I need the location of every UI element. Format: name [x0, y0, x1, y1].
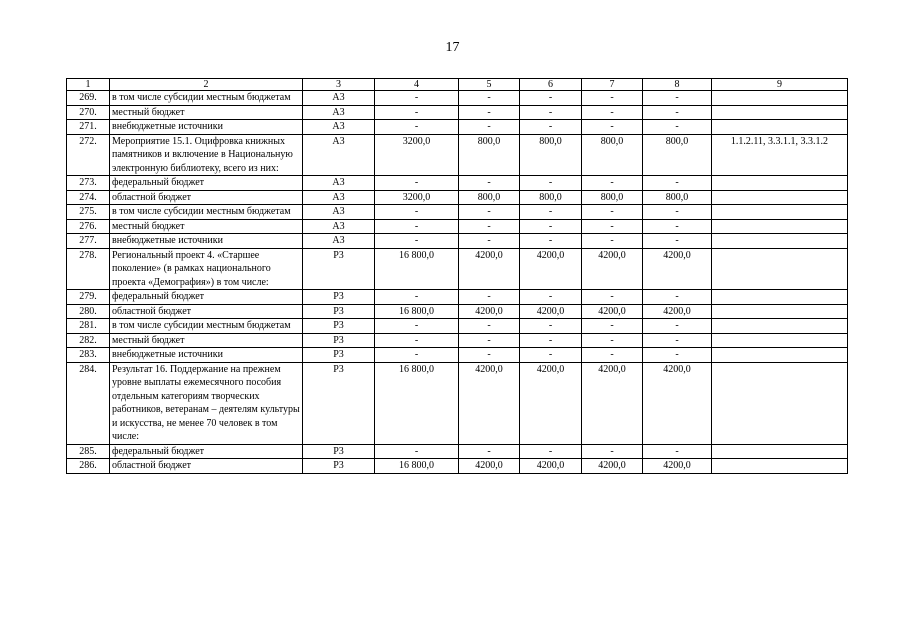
row-number-cell: 272.: [67, 134, 110, 176]
row-value-col4: -: [375, 91, 459, 106]
row-name-cell: местный бюджет: [110, 333, 303, 348]
row-code-cell: А3: [303, 91, 375, 106]
row-ref-cell: [712, 362, 848, 444]
row-value-col7: 4200,0: [582, 459, 643, 474]
row-value-col8: -: [643, 319, 712, 334]
row-value-col5: -: [459, 333, 520, 348]
row-ref-cell: [712, 459, 848, 474]
row-value-col7: -: [582, 105, 643, 120]
row-number-cell: 274.: [67, 190, 110, 205]
row-name-cell: в том числе субсидии местным бюджетам: [110, 91, 303, 106]
row-number-cell: 285.: [67, 444, 110, 459]
row-value-col7: 4200,0: [582, 248, 643, 290]
row-ref-cell: [712, 348, 848, 363]
row-name-cell: Результат 16. Поддержание на прежнем уровне выплаты ежемесячного пособия отдельным категориям творческих работников, ветеранам – деятелям культуры и искусства, не менее 70 человек в том числе:: [110, 362, 303, 444]
row-value-col7: 800,0: [582, 134, 643, 176]
row-ref-cell: [712, 319, 848, 334]
row-number-cell: 270.: [67, 105, 110, 120]
header-col-4: 4: [375, 79, 459, 91]
row-value-col6: -: [520, 333, 582, 348]
row-value-col7: -: [582, 219, 643, 234]
table-row: [67, 248, 848, 290]
row-value-col4: 16 800,0: [375, 362, 459, 444]
row-value-col6: -: [520, 290, 582, 305]
row-value-col4: -: [375, 444, 459, 459]
row-number-cell: 275.: [67, 205, 110, 220]
row-value-col6: -: [520, 234, 582, 249]
table-row: [67, 219, 848, 234]
row-code-cell: А3: [303, 176, 375, 191]
row-value-col6: -: [520, 319, 582, 334]
row-code-cell: Р3: [303, 362, 375, 444]
table-row: [67, 120, 848, 135]
row-value-col5: -: [459, 219, 520, 234]
row-value-col6: -: [520, 205, 582, 220]
row-name-cell: местный бюджет: [110, 219, 303, 234]
row-value-col6: 800,0: [520, 190, 582, 205]
row-value-col5: -: [459, 176, 520, 191]
row-value-col7: -: [582, 444, 643, 459]
row-value-col4: -: [375, 176, 459, 191]
table-row: [67, 290, 848, 305]
row-number-cell: 277.: [67, 234, 110, 249]
row-value-col4: -: [375, 105, 459, 120]
table-row: [67, 333, 848, 348]
row-value-col5: -: [459, 348, 520, 363]
row-value-col7: -: [582, 205, 643, 220]
row-value-col7: -: [582, 333, 643, 348]
row-number-cell: 271.: [67, 120, 110, 135]
row-code-cell: Р3: [303, 348, 375, 363]
row-value-col4: 16 800,0: [375, 304, 459, 319]
row-number-cell: 280.: [67, 304, 110, 319]
row-name-cell: Мероприятие 15.1. Оцифровка книжных памятников и включение в Национальную электронную библиотеку, всего из них:: [110, 134, 303, 176]
table-row: [67, 459, 848, 474]
row-ref-cell: [712, 105, 848, 120]
header-row: [67, 79, 848, 91]
row-value-col4: -: [375, 333, 459, 348]
row-ref-cell: [712, 290, 848, 305]
row-value-col8: 4200,0: [643, 304, 712, 319]
row-name-cell: в том числе субсидии местным бюджетам: [110, 205, 303, 220]
row-value-col7: -: [582, 234, 643, 249]
row-value-col8: -: [643, 176, 712, 191]
row-ref-cell: [712, 304, 848, 319]
row-value-col6: -: [520, 444, 582, 459]
row-value-col5: 4200,0: [459, 459, 520, 474]
row-value-col8: -: [643, 348, 712, 363]
row-ref-cell: [712, 176, 848, 191]
row-code-cell: А3: [303, 105, 375, 120]
table-row: [67, 91, 848, 106]
header-col-8: 8: [643, 79, 712, 91]
row-name-cell: областной бюджет: [110, 304, 303, 319]
table-row: [67, 205, 848, 220]
table-row: [67, 444, 848, 459]
row-value-col7: -: [582, 290, 643, 305]
row-value-col5: 800,0: [459, 134, 520, 176]
row-value-col7: -: [582, 348, 643, 363]
row-value-col8: -: [643, 91, 712, 106]
row-value-col8: -: [643, 444, 712, 459]
row-value-col6: -: [520, 348, 582, 363]
row-value-col5: -: [459, 205, 520, 220]
row-value-col5: 4200,0: [459, 362, 520, 444]
row-name-cell: внебюджетные источники: [110, 234, 303, 249]
row-ref-cell: [712, 248, 848, 290]
row-value-col7: 4200,0: [582, 362, 643, 444]
row-value-col4: 3200,0: [375, 190, 459, 205]
row-ref-cell: [712, 219, 848, 234]
row-code-cell: Р3: [303, 290, 375, 305]
header-col-6: 6: [520, 79, 582, 91]
row-value-col6: -: [520, 120, 582, 135]
row-number-cell: 276.: [67, 219, 110, 234]
row-name-cell: в том числе субсидии местным бюджетам: [110, 319, 303, 334]
row-ref-cell: [712, 190, 848, 205]
row-value-col4: -: [375, 205, 459, 220]
row-name-cell: внебюджетные источники: [110, 120, 303, 135]
row-value-col8: -: [643, 105, 712, 120]
header-col-3: 3: [303, 79, 375, 91]
row-code-cell: А3: [303, 134, 375, 176]
row-value-col7: 4200,0: [582, 304, 643, 319]
row-number-cell: 284.: [67, 362, 110, 444]
row-code-cell: Р3: [303, 304, 375, 319]
table-row: [67, 362, 848, 444]
table-row: [67, 176, 848, 191]
row-number-cell: 273.: [67, 176, 110, 191]
row-code-cell: Р3: [303, 459, 375, 474]
row-code-cell: А3: [303, 234, 375, 249]
row-code-cell: Р3: [303, 319, 375, 334]
row-name-cell: Региональный проект 4. «Старшее поколение» (в рамках национального проекта «Демография») в том числе:: [110, 248, 303, 290]
row-value-col6: 4200,0: [520, 362, 582, 444]
row-code-cell: А3: [303, 219, 375, 234]
row-value-col4: -: [375, 319, 459, 334]
row-number-cell: 286.: [67, 459, 110, 474]
row-value-col8: -: [643, 219, 712, 234]
row-ref-cell: 1.1.2.11, 3.3.1.1, 3.3.1.2: [712, 134, 848, 176]
row-value-col8: -: [643, 234, 712, 249]
row-value-col4: 16 800,0: [375, 459, 459, 474]
row-value-col4: -: [375, 348, 459, 363]
row-value-col4: 3200,0: [375, 134, 459, 176]
row-value-col7: -: [582, 91, 643, 106]
row-value-col6: 4200,0: [520, 248, 582, 290]
row-code-cell: А3: [303, 120, 375, 135]
row-name-cell: областной бюджет: [110, 459, 303, 474]
row-number-cell: 283.: [67, 348, 110, 363]
row-value-col8: 4200,0: [643, 362, 712, 444]
row-number-cell: 269.: [67, 91, 110, 106]
row-value-col6: -: [520, 219, 582, 234]
row-value-col6: -: [520, 105, 582, 120]
row-value-col6: -: [520, 176, 582, 191]
row-value-col8: -: [643, 290, 712, 305]
row-value-col4: -: [375, 234, 459, 249]
row-value-col7: 800,0: [582, 190, 643, 205]
row-value-col5: 4200,0: [459, 304, 520, 319]
row-ref-cell: [712, 234, 848, 249]
row-value-col8: -: [643, 333, 712, 348]
row-value-col4: -: [375, 120, 459, 135]
row-value-col5: -: [459, 444, 520, 459]
row-value-col8: -: [643, 120, 712, 135]
row-number-cell: 278.: [67, 248, 110, 290]
table-body: [67, 91, 848, 474]
row-value-col4: -: [375, 290, 459, 305]
row-ref-cell: [712, 333, 848, 348]
row-code-cell: А3: [303, 205, 375, 220]
row-value-col5: -: [459, 120, 520, 135]
table-row: [67, 105, 848, 120]
row-value-col7: -: [582, 319, 643, 334]
row-number-cell: 279.: [67, 290, 110, 305]
row-value-col5: -: [459, 290, 520, 305]
row-value-col5: -: [459, 319, 520, 334]
row-code-cell: Р3: [303, 248, 375, 290]
row-name-cell: областной бюджет: [110, 190, 303, 205]
row-value-col7: -: [582, 176, 643, 191]
row-value-col5: 800,0: [459, 190, 520, 205]
row-value-col8: 4200,0: [643, 248, 712, 290]
row-number-cell: 281.: [67, 319, 110, 334]
header-col-1: 1: [67, 79, 110, 91]
header-col-5: 5: [459, 79, 520, 91]
table-row: [67, 319, 848, 334]
table-row: [67, 134, 848, 176]
row-value-col7: -: [582, 120, 643, 135]
row-value-col5: -: [459, 234, 520, 249]
row-name-cell: федеральный бюджет: [110, 444, 303, 459]
table-row: [67, 190, 848, 205]
row-value-col8: 4200,0: [643, 459, 712, 474]
row-value-col6: 4200,0: [520, 304, 582, 319]
row-value-col6: 4200,0: [520, 459, 582, 474]
row-value-col6: 800,0: [520, 134, 582, 176]
table-row: [67, 234, 848, 249]
row-ref-cell: [712, 91, 848, 106]
row-value-col4: -: [375, 219, 459, 234]
row-name-cell: внебюджетные источники: [110, 348, 303, 363]
row-value-col8: -: [643, 205, 712, 220]
header-col-2: 2: [110, 79, 303, 91]
row-value-col8: 800,0: [643, 134, 712, 176]
row-value-col6: -: [520, 91, 582, 106]
row-value-col5: -: [459, 105, 520, 120]
row-ref-cell: [712, 444, 848, 459]
row-code-cell: Р3: [303, 333, 375, 348]
header-col-9: 9: [712, 79, 848, 91]
row-value-col5: 4200,0: [459, 248, 520, 290]
row-ref-cell: [712, 120, 848, 135]
row-ref-cell: [712, 205, 848, 220]
table-row: [67, 348, 848, 363]
header-col-7: 7: [582, 79, 643, 91]
row-value-col8: 800,0: [643, 190, 712, 205]
row-code-cell: А3: [303, 190, 375, 205]
row-number-cell: 282.: [67, 333, 110, 348]
row-name-cell: федеральный бюджет: [110, 176, 303, 191]
budget-table: [66, 78, 848, 474]
page-number: 17: [445, 40, 460, 55]
table-row: [67, 304, 848, 319]
row-value-col4: 16 800,0: [375, 248, 459, 290]
row-value-col5: -: [459, 91, 520, 106]
row-name-cell: местный бюджет: [110, 105, 303, 120]
row-code-cell: Р3: [303, 444, 375, 459]
row-name-cell: федеральный бюджет: [110, 290, 303, 305]
